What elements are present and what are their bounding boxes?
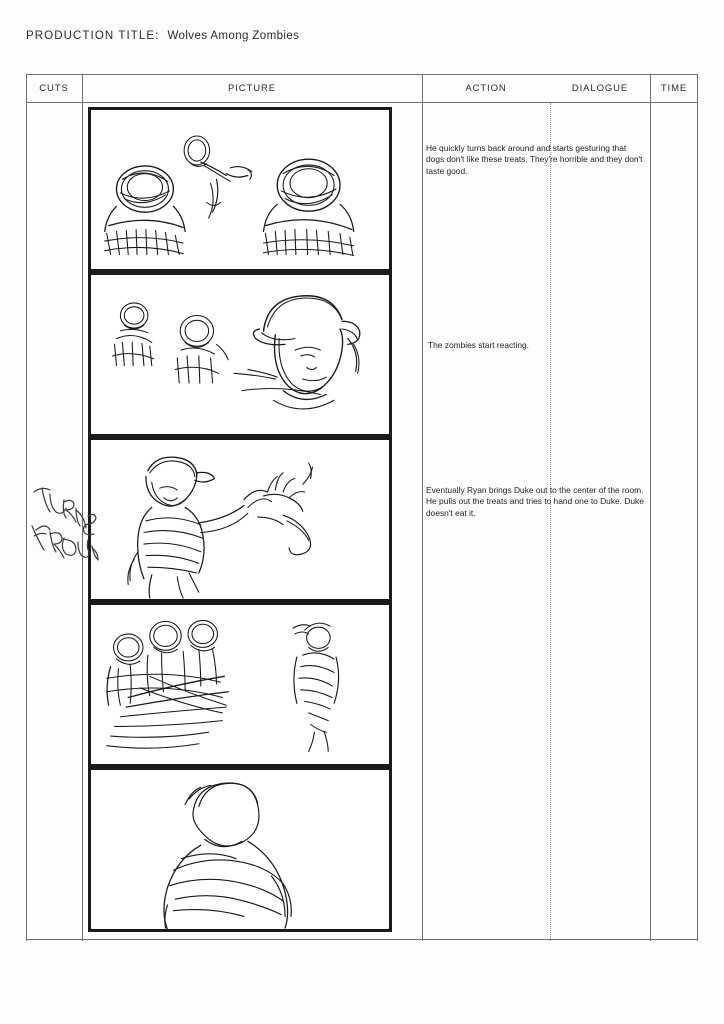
sketch-illustration-2 [91, 275, 389, 434]
sketch-illustration-1 [91, 110, 389, 269]
action-text-3: Eventually Ryan brings Duke out to the center of the room. He pulls out the treats and tries to hand one to Duke. Duke doesn't eat it. [426, 485, 644, 518]
column-header-dialogue: DIALOGUE [571, 83, 629, 94]
column-header-time: TIME [660, 83, 688, 94]
margin-note-turns-around [30, 480, 100, 570]
column-header-cuts: CUTS [39, 83, 69, 94]
handwriting-scribble [30, 480, 100, 570]
storyboard-frame-2[interactable] [88, 272, 392, 437]
production-title-label: PRODUCTION TITLE: [26, 30, 160, 42]
table-rule-picture-action [422, 75, 423, 941]
action-text-2: The zombies start reacting. [428, 340, 530, 350]
page-title [26, 30, 299, 42]
storyboard-frame-5[interactable] [88, 767, 392, 932]
sketch-illustration-4 [91, 605, 389, 764]
table-header-row [26, 75, 698, 103]
action-text-1: He quickly turns back around and starts gesturing that dogs don't like these treats. They're horrible and they don't taste good. [426, 143, 643, 176]
column-header-picture: PICTURE [228, 83, 276, 94]
storyboard-frame-3[interactable] [88, 437, 392, 602]
table-rule-right [697, 75, 698, 941]
picture-column [88, 107, 392, 932]
sketch-illustration-3 [91, 440, 389, 599]
table-rule-dialogue-time [650, 75, 651, 941]
storyboard-frame-1[interactable] [88, 107, 392, 272]
table-rule-action-dialogue [550, 103, 551, 941]
storyboard-table [26, 74, 698, 940]
storyboard-frame-4[interactable] [88, 602, 392, 767]
table-rule-left [26, 75, 27, 941]
sketch-illustration-5 [91, 770, 389, 929]
production-title-value: Wolves Among Zombies [167, 30, 300, 42]
column-header-action: ACTION [465, 83, 507, 94]
